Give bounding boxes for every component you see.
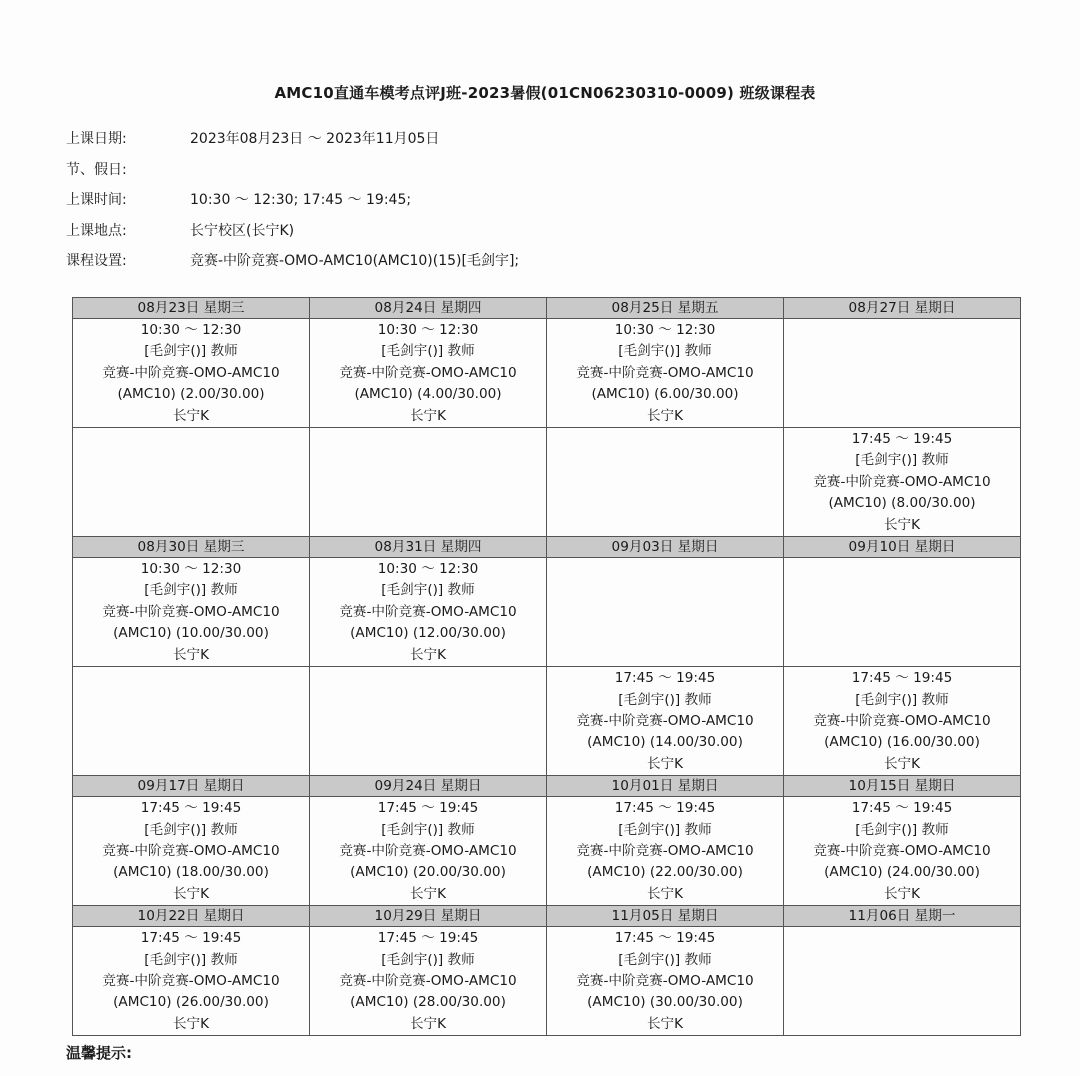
session-course: 竞赛-中阶竞赛-OMO-AMC10 <box>576 842 754 859</box>
session-location: 长宁K <box>172 407 210 424</box>
date-header: 10月22日 星期日 <box>73 906 310 927</box>
schedule-table <box>72 297 1021 1036</box>
session-location: 长宁K <box>409 1015 447 1032</box>
session-progress: (AMC10) (18.00/30.00) <box>113 864 269 881</box>
empty-cell <box>547 558 784 667</box>
info-row-holiday <box>66 154 519 185</box>
session-teacher: [毛剑宇()] 教师 <box>618 691 712 708</box>
date-header: 08月25日 星期五 <box>547 298 784 319</box>
session-course: 竞赛-中阶竞赛-OMO-AMC10 <box>339 364 517 381</box>
session-course: 竞赛-中阶竞赛-OMO-AMC10 <box>576 364 754 381</box>
date-header: 11月05日 星期日 <box>547 906 784 927</box>
session-row <box>73 927 1021 1036</box>
session-time: 10:30 ～ 12:30 <box>140 322 242 338</box>
session-location: 长宁K <box>883 885 921 902</box>
date-header: 10月01日 星期日 <box>547 776 784 797</box>
session-teacher: [毛剑宇()] 教师 <box>381 821 475 838</box>
info-label: 上课地点: <box>66 222 127 239</box>
info-value: 10:30 ～ 12:30; 17:45 ～ 19:45; <box>190 192 412 209</box>
session-cell <box>73 319 310 428</box>
session-time: 10:30 ～ 12:30 <box>614 322 716 338</box>
session-location: 长宁K <box>646 885 684 902</box>
date-header: 08月24日 星期四 <box>310 298 547 319</box>
date-header: 09月03日 星期日 <box>547 537 784 558</box>
session-time: 17:45 ～ 19:45 <box>851 800 953 817</box>
session-course: 竞赛-中阶竞赛-OMO-AMC10 <box>102 603 280 620</box>
class-info <box>66 123 519 276</box>
session-row <box>73 319 1021 428</box>
session-progress: (AMC10) (20.00/30.00) <box>350 864 506 881</box>
info-label: 课程设置: <box>66 253 127 270</box>
date-header: 10月15日 星期日 <box>784 776 1021 797</box>
empty-cell <box>310 667 547 776</box>
session-teacher: [毛剑宇()] 教师 <box>144 951 238 968</box>
session-course: 竞赛-中阶竞赛-OMO-AMC10 <box>813 842 991 859</box>
session-cell <box>310 797 547 906</box>
date-header: 09月10日 星期日 <box>784 537 1021 558</box>
session-cell <box>547 927 784 1036</box>
info-row-location <box>66 215 519 246</box>
session-time: 17:45 ～ 19:45 <box>140 800 242 817</box>
date-header: 09月24日 星期日 <box>310 776 547 797</box>
session-cell <box>73 927 310 1036</box>
session-time: 17:45 ～ 19:45 <box>614 670 716 687</box>
session-teacher: [毛剑宇()] 教师 <box>855 691 949 708</box>
session-cell <box>784 797 1021 906</box>
tips-label: 温馨提示: <box>66 1044 132 1062</box>
date-header-row <box>73 298 1021 319</box>
session-location: 长宁K <box>646 1015 684 1032</box>
session-cell <box>310 558 547 667</box>
date-header-row <box>73 537 1021 558</box>
session-progress: (AMC10) (6.00/30.00) <box>591 386 739 403</box>
session-progress: (AMC10) (10.00/30.00) <box>113 625 269 642</box>
session-progress: (AMC10) (22.00/30.00) <box>587 864 743 881</box>
date-header: 11月06日 星期一 <box>784 906 1021 927</box>
session-course: 竞赛-中阶竞赛-OMO-AMC10 <box>576 712 754 729</box>
info-row-date <box>66 123 519 154</box>
session-teacher: [毛剑宇()] 教师 <box>855 452 949 469</box>
info-label: 节、假日: <box>66 161 127 178</box>
session-progress: (AMC10) (26.00/30.00) <box>113 994 269 1011</box>
session-row <box>73 797 1021 906</box>
empty-cell <box>784 558 1021 667</box>
session-cell <box>310 927 547 1036</box>
session-location: 长宁K <box>409 646 447 663</box>
info-label: 上课日期: <box>66 131 127 148</box>
session-cell <box>784 667 1021 776</box>
session-teacher: [毛剑宇()] 教师 <box>381 582 475 599</box>
empty-cell <box>547 428 784 537</box>
session-time: 17:45 ～ 19:45 <box>377 800 479 817</box>
session-course: 竞赛-中阶竞赛-OMO-AMC10 <box>102 364 280 381</box>
session-time: 17:45 ～ 19:45 <box>377 930 479 947</box>
session-progress: (AMC10) (24.00/30.00) <box>824 864 980 881</box>
session-cell <box>784 428 1021 537</box>
session-row <box>73 667 1021 776</box>
info-value: 2023年08月23日 ～ 2023年11月05日 <box>190 131 440 148</box>
info-value: 长宁校区(长宁K) <box>190 222 295 239</box>
session-location: 长宁K <box>646 755 684 772</box>
date-header: 08月27日 星期日 <box>784 298 1021 319</box>
session-location: 长宁K <box>172 646 210 663</box>
session-time: 17:45 ～ 19:45 <box>851 670 953 687</box>
empty-cell <box>73 667 310 776</box>
session-location: 长宁K <box>172 1015 210 1032</box>
session-teacher: [毛剑宇()] 教师 <box>855 821 949 838</box>
date-header: 08月23日 星期三 <box>73 298 310 319</box>
session-cell <box>547 319 784 428</box>
session-teacher: [毛剑宇()] 教师 <box>618 951 712 968</box>
session-progress: (AMC10) (4.00/30.00) <box>354 386 502 403</box>
date-header: 09月17日 星期日 <box>73 776 310 797</box>
date-header-row <box>73 776 1021 797</box>
session-course: 竞赛-中阶竞赛-OMO-AMC10 <box>813 473 991 490</box>
empty-cell <box>73 428 310 537</box>
session-cell <box>310 319 547 428</box>
session-teacher: [毛剑宇()] 教师 <box>381 343 475 360</box>
session-time: 10:30 ～ 12:30 <box>377 561 479 578</box>
page-title: AMC10直通车模考点评J班-2023暑假(01CN06230310-0009) 班级课程表 <box>274 84 816 102</box>
session-location: 长宁K <box>409 885 447 902</box>
session-location: 长宁K <box>883 755 921 772</box>
session-location: 长宁K <box>646 407 684 424</box>
date-header: 08月30日 星期三 <box>73 537 310 558</box>
session-location: 长宁K <box>172 885 210 902</box>
session-location: 长宁K <box>883 516 921 533</box>
session-progress: (AMC10) (12.00/30.00) <box>350 625 506 642</box>
session-teacher: [毛剑宇()] 教师 <box>144 821 238 838</box>
session-time: 10:30 ～ 12:30 <box>377 322 479 338</box>
session-cell <box>547 667 784 776</box>
session-teacher: [毛剑宇()] 教师 <box>618 343 712 360</box>
empty-cell <box>310 428 547 537</box>
session-progress: (AMC10) (28.00/30.00) <box>350 994 506 1011</box>
empty-cell <box>784 319 1021 428</box>
session-row <box>73 428 1021 537</box>
session-row <box>73 558 1021 667</box>
session-course: 竞赛-中阶竞赛-OMO-AMC10 <box>339 842 517 859</box>
session-time: 17:45 ～ 19:45 <box>851 431 953 448</box>
session-location: 长宁K <box>409 407 447 424</box>
session-progress: (AMC10) (8.00/30.00) <box>828 495 976 512</box>
session-time: 17:45 ～ 19:45 <box>614 930 716 947</box>
session-teacher: [毛剑宇()] 教师 <box>144 343 238 360</box>
session-teacher: [毛剑宇()] 教师 <box>144 582 238 599</box>
empty-cell <box>784 927 1021 1036</box>
session-time: 17:45 ～ 19:45 <box>614 800 716 817</box>
session-progress: (AMC10) (2.00/30.00) <box>117 386 265 403</box>
info-value: 竞赛-中阶竞赛-OMO-AMC10(AMC10)(15)[毛剑宇]; <box>190 253 520 270</box>
session-course: 竞赛-中阶竞赛-OMO-AMC10 <box>102 972 280 989</box>
session-course: 竞赛-中阶竞赛-OMO-AMC10 <box>576 972 754 989</box>
session-course: 竞赛-中阶竞赛-OMO-AMC10 <box>813 712 991 729</box>
session-progress: (AMC10) (16.00/30.00) <box>824 734 980 751</box>
session-time: 10:30 ～ 12:30 <box>140 561 242 578</box>
session-course: 竞赛-中阶竞赛-OMO-AMC10 <box>102 842 280 859</box>
date-header-row <box>73 906 1021 927</box>
session-cell <box>73 558 310 667</box>
session-progress: (AMC10) (14.00/30.00) <box>587 734 743 751</box>
date-header: 10月29日 星期日 <box>310 906 547 927</box>
session-teacher: [毛剑宇()] 教师 <box>618 821 712 838</box>
session-teacher: [毛剑宇()] 教师 <box>381 951 475 968</box>
date-header: 08月31日 星期四 <box>310 537 547 558</box>
info-label: 上课时间: <box>66 192 127 209</box>
session-course: 竞赛-中阶竞赛-OMO-AMC10 <box>339 972 517 989</box>
session-course: 竞赛-中阶竞赛-OMO-AMC10 <box>339 603 517 620</box>
session-time: 17:45 ～ 19:45 <box>140 930 242 947</box>
info-row-course <box>66 245 519 276</box>
session-cell <box>547 797 784 906</box>
session-progress: (AMC10) (30.00/30.00) <box>587 994 743 1011</box>
session-cell <box>73 797 310 906</box>
info-row-time <box>66 184 519 215</box>
